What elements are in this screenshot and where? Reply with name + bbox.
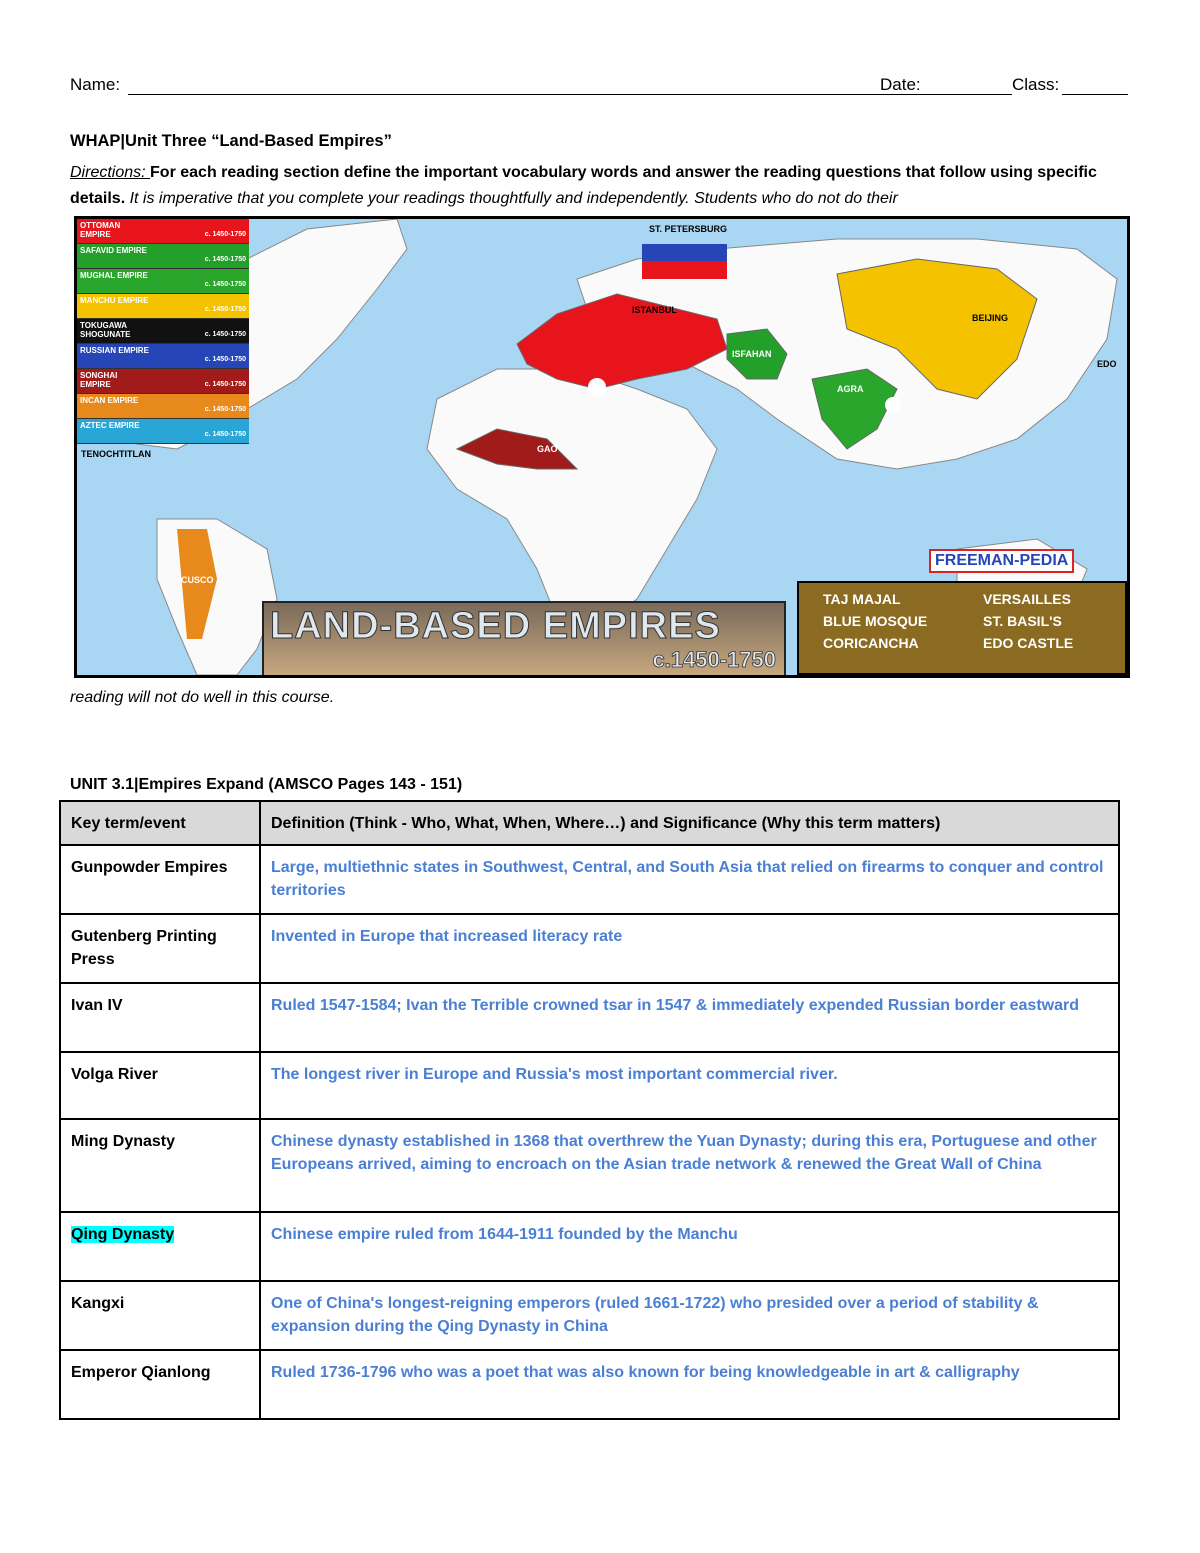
table-row xyxy=(60,845,1119,914)
term-text: Gutenberg Printing Press xyxy=(71,928,217,968)
landmark-label: VERSAILLES xyxy=(983,591,1071,607)
city-isfahan: ISFAHAN xyxy=(732,349,772,359)
name-label: Name: xyxy=(70,75,121,94)
legend-empire-dates: c. 1450-1750 xyxy=(204,306,246,313)
legend-empire-dates: c. 1450-1750 xyxy=(204,431,246,438)
legend-empire-name: RUSSIAN EMPIRE xyxy=(80,346,149,355)
unit-heading: UNIT 3.1|Empires Expand (AMSCO Pages 143 - 151) xyxy=(70,776,463,793)
legend-entry xyxy=(77,369,249,394)
freeman-pedia-logo: FREEMAN-PEDIA xyxy=(929,549,1074,573)
definition-cell[interactable]: Large, multiethnic states in Southwest, Central, and South Asia that relied on firearms to conquer and control territories xyxy=(260,845,1119,914)
table-row xyxy=(60,1119,1119,1212)
legend-entry xyxy=(77,394,249,419)
term-cell xyxy=(60,1350,260,1419)
landmark-label: ST. BASIL'S xyxy=(983,613,1062,629)
table-row xyxy=(60,983,1119,1052)
legend-entry xyxy=(77,344,249,369)
directions xyxy=(70,160,1130,212)
directions-label: Directions: xyxy=(70,164,151,181)
city-tenochtitlan: TENOCHTITLAN xyxy=(81,449,151,459)
legend-entry xyxy=(77,419,249,444)
legend-empire-name: OTTOMAN EMPIRE xyxy=(80,221,121,239)
city-beijing: BEIJING xyxy=(972,313,1009,323)
table-row xyxy=(60,1281,1119,1350)
legend-empire-name: SAFAVID EMPIRE xyxy=(80,246,147,255)
land-based-empires-map xyxy=(74,216,1130,678)
term-text: Ming Dynasty xyxy=(71,1133,176,1150)
definition-cell[interactable]: The longest river in Europe and Russia's most important commercial river. xyxy=(260,1052,1119,1119)
table-header-row xyxy=(60,801,1119,845)
legend-entry xyxy=(77,244,249,269)
landmark-label: TAJ MAJAL xyxy=(823,591,901,607)
landmarks-box xyxy=(797,581,1127,675)
city-istanbul: ISTANBUL xyxy=(632,305,677,315)
term-cell xyxy=(60,845,260,914)
landmark-label: BLUE MOSQUE xyxy=(823,613,928,629)
legend-entry xyxy=(77,319,249,344)
table-row xyxy=(60,1350,1119,1419)
legend-empire-dates: c. 1450-1750 xyxy=(204,331,246,338)
vocabulary-table xyxy=(59,800,1120,1420)
city-edo: EDO xyxy=(1097,359,1117,369)
city-cusco: CUSCO xyxy=(181,575,214,585)
legend-empire-name: INCAN EMPIRE xyxy=(80,396,139,405)
term-cell xyxy=(60,983,260,1052)
definition-cell[interactable]: Invented in Europe that increased literacy rate xyxy=(260,914,1119,983)
legend-empire-dates: c. 1450-1750 xyxy=(204,356,246,363)
term-text: Ivan IV xyxy=(71,997,123,1014)
legend-entry xyxy=(77,294,249,319)
directions-bold-text: For each reading section define the important vocabulary words and answer the reading questions that follow using specific details. xyxy=(70,164,1097,207)
definition-cell[interactable]: One of China's longest-reigning emperors (ruled 1661-1722) who presided over a period of stability & expansion during the Qing Dynasty in China xyxy=(260,1281,1119,1350)
legend-empire-dates: c. 1450-1750 xyxy=(204,256,246,263)
table-row xyxy=(60,1052,1119,1119)
legend-empire-name: MANCHU EMPIRE xyxy=(80,296,149,305)
directions-italic-text: It is imperative that you complete your readings thoughtfully and independently. Students who do not do their xyxy=(125,190,898,207)
banner-dates: c.1450-1750 xyxy=(652,647,776,672)
definition-cell[interactable]: Chinese empire ruled from 1644-1911 founded by the Manchu xyxy=(260,1212,1119,1281)
term-text: Kangxi xyxy=(71,1295,125,1312)
legend-empire-dates: c. 1450-1750 xyxy=(204,406,246,413)
term-text: Gunpowder Empires xyxy=(71,859,228,876)
banner-title: LAND-BASED EMPIRES xyxy=(270,605,721,647)
legend-empire-dates: c. 1450-1750 xyxy=(204,281,246,288)
table-row xyxy=(60,1212,1119,1281)
term-text: Volga River xyxy=(71,1066,158,1083)
term-cell xyxy=(60,1119,260,1212)
title-banner xyxy=(262,601,786,677)
term-cell xyxy=(60,1212,260,1281)
legend-empire-name: AZTEC EMPIRE xyxy=(80,421,140,430)
empire-legend xyxy=(77,219,249,437)
term-cell xyxy=(60,1281,260,1350)
definition-cell[interactable]: Chinese dynasty established in 1368 that overthrew the Yuan Dynasty; during this era, Portuguese and other Europeans arrived, aiming to encroach on the Asian trade network & renewed the Great Wall of China xyxy=(260,1119,1119,1212)
directions-continuation: reading will not do well in this course. xyxy=(70,689,335,706)
term-text: Emperor Qianlong xyxy=(71,1364,211,1381)
page-title: WHAP|Unit Three “Land-Based Empires” xyxy=(70,132,392,150)
table-row xyxy=(60,914,1119,983)
landmark-label: CORICANCHA xyxy=(823,635,919,651)
term-cell xyxy=(60,914,260,983)
term-text: Qing Dynasty xyxy=(71,1226,175,1243)
column-header-term: Key term/event xyxy=(60,801,260,845)
date-label: Date: xyxy=(880,75,921,94)
legend-empire-name: SONGHAI EMPIRE xyxy=(80,371,118,389)
city-st-petersburg: ST. PETERSBURG xyxy=(649,224,728,234)
legend-empire-name: MUGHAL EMPIRE xyxy=(80,271,148,280)
landmark-label: EDO CASTLE xyxy=(983,635,1074,651)
definition-cell[interactable]: Ruled 1547-1584; Ivan the Terrible crowned tsar in 1547 & immediately expended Russian border eastward xyxy=(260,983,1119,1052)
name-blank[interactable] xyxy=(128,94,938,95)
class-label: Class: xyxy=(1012,75,1060,94)
term-cell xyxy=(60,1052,260,1119)
student-info-header xyxy=(70,72,1128,100)
legend-empire-dates: c. 1450-1750 xyxy=(204,231,246,238)
legend-empire-name: TOKUGAWA SHOGUNATE xyxy=(80,321,131,339)
definition-cell[interactable]: Ruled 1736-1796 who was a poet that was also known for being knowledgeable in art & calligraphy xyxy=(260,1350,1119,1419)
date-blank[interactable] xyxy=(926,94,1012,95)
class-blank[interactable] xyxy=(1062,94,1128,95)
city-gao: GAO xyxy=(537,444,558,454)
legend-empire-dates: c. 1450-1750 xyxy=(204,381,246,388)
legend-entry xyxy=(77,219,249,244)
legend-entry xyxy=(77,269,249,294)
column-header-definition: Definition (Think - Who, What, When, Where…) and Significance (Why this term matters) xyxy=(260,801,1119,845)
city-agra: AGRA xyxy=(837,384,864,394)
